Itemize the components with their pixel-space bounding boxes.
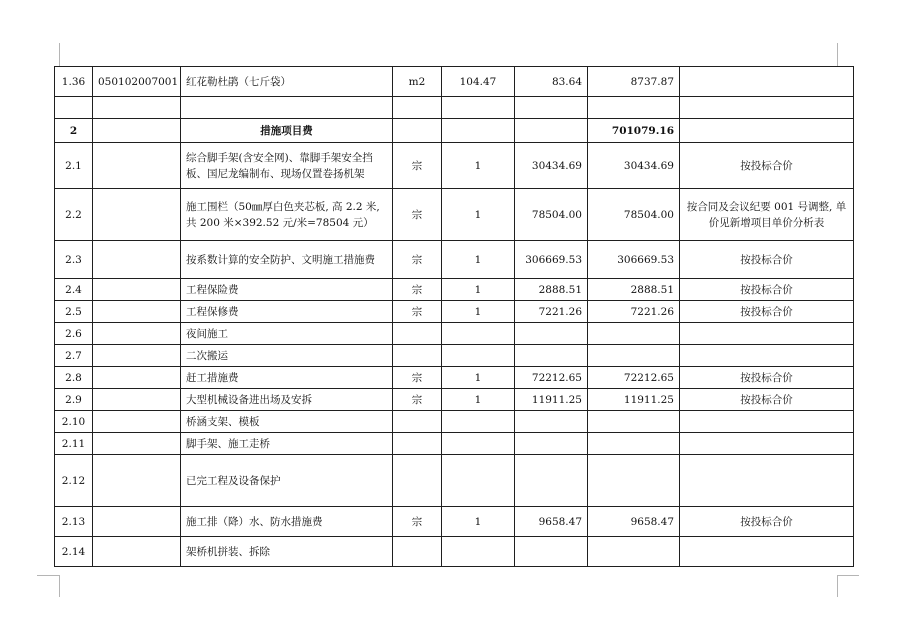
unit-price-cell (515, 345, 588, 367)
item-name-cell: 施工排（降）水、防水措施费 (181, 507, 393, 537)
item-code-cell (93, 97, 181, 119)
row-number-cell: 2.11 (55, 433, 93, 455)
unit-cell: 宗 (393, 241, 442, 279)
table-row (55, 323, 854, 345)
row-number-cell: 1.36 (55, 67, 93, 97)
unit-cell: 宗 (393, 189, 442, 241)
item-name-cell: 架桥机拼装、拆除 (181, 537, 393, 567)
total-amount-cell (588, 323, 680, 345)
row-number-cell: 2.10 (55, 411, 93, 433)
unit-cell (393, 345, 442, 367)
table-row (55, 455, 854, 507)
total-amount-cell: 7221.26 (588, 301, 680, 323)
total-amount-cell (588, 537, 680, 567)
item-code-cell (93, 389, 181, 411)
item-name-cell: 夜间施工 (181, 323, 393, 345)
total-amount-cell: 306669.53 (588, 241, 680, 279)
row-number-cell: 2.6 (55, 323, 93, 345)
item-code-cell (93, 189, 181, 241)
row-number-cell: 2.13 (55, 507, 93, 537)
unit-price-cell (515, 323, 588, 345)
item-code-cell (93, 119, 181, 143)
unit-cell (393, 455, 442, 507)
remark-cell (680, 97, 854, 119)
remark-cell: 按合同及会议纪要 001 号调整, 单价见新增项目单价分析表 (680, 189, 854, 241)
crop-mark-top-left-v (59, 43, 60, 66)
total-amount-cell (588, 97, 680, 119)
item-code-cell (93, 507, 181, 537)
row-number-cell: 2.7 (55, 345, 93, 367)
unit-price-cell: 9658.47 (515, 507, 588, 537)
quantity-cell: 104.47 (442, 67, 515, 97)
unit-cell: 宗 (393, 279, 442, 301)
remark-cell (680, 119, 854, 143)
quantity-cell: 1 (442, 143, 515, 189)
item-code-cell (93, 367, 181, 389)
unit-price-cell: 83.64 (515, 67, 588, 97)
unit-price-cell: 11911.25 (515, 389, 588, 411)
unit-cell (393, 97, 442, 119)
total-amount-cell: 11911.25 (588, 389, 680, 411)
item-name-cell: 桥涵支架、模板 (181, 411, 393, 433)
quantity-cell: 1 (442, 301, 515, 323)
item-code-cell (93, 241, 181, 279)
unit-price-cell: 7221.26 (515, 301, 588, 323)
table-row (55, 537, 854, 567)
item-name-cell (181, 97, 393, 119)
row-number-cell: 2.3 (55, 241, 93, 279)
cost-table (54, 66, 854, 567)
unit-price-cell: 30434.69 (515, 143, 588, 189)
item-name-cell: 已完工程及设备保护 (181, 455, 393, 507)
table-row (55, 389, 854, 411)
row-number-cell: 2.4 (55, 279, 93, 301)
item-name-cell: 措施项目费 (181, 119, 393, 143)
item-name-cell: 综合脚手架(含安全网)、靠脚手架安全挡板、国尼龙编制布、现场仅置卷扬机架 (181, 143, 393, 189)
crop-mark-bottom-left-h (37, 575, 59, 576)
table-row (55, 241, 854, 279)
remark-cell (680, 537, 854, 567)
quantity-cell (442, 97, 515, 119)
unit-price-cell (515, 97, 588, 119)
unit-price-cell (515, 411, 588, 433)
quantity-cell: 1 (442, 241, 515, 279)
unit-cell (393, 537, 442, 567)
item-code-cell (93, 301, 181, 323)
unit-price-cell: 72212.65 (515, 367, 588, 389)
total-amount-cell: 30434.69 (588, 143, 680, 189)
remark-cell: 按投标合价 (680, 279, 854, 301)
item-name-cell: 工程保险费 (181, 279, 393, 301)
table-row (55, 301, 854, 323)
unit-cell (393, 119, 442, 143)
table-row (55, 507, 854, 537)
remark-cell: 按投标合价 (680, 143, 854, 189)
item-name-cell: 大型机械设备进出场及安拆 (181, 389, 393, 411)
unit-cell: m2 (393, 67, 442, 97)
row-number-cell: 2.12 (55, 455, 93, 507)
row-number-cell: 2.8 (55, 367, 93, 389)
item-name-cell: 施工围栏（50㎜厚白色夹芯板, 高 2.2 米, 共 200 米×392.52 元/米=78504 元） (181, 189, 393, 241)
row-number-cell: 2.9 (55, 389, 93, 411)
total-amount-cell: 2888.51 (588, 279, 680, 301)
quantity-cell (442, 537, 515, 567)
quantity-cell: 1 (442, 507, 515, 537)
unit-cell: 宗 (393, 367, 442, 389)
unit-cell (393, 433, 442, 455)
unit-price-cell (515, 119, 588, 143)
crop-mark-bottom-right-v (837, 575, 838, 597)
remark-cell (680, 455, 854, 507)
quantity-cell (442, 455, 515, 507)
remark-cell (680, 67, 854, 97)
remark-cell (680, 433, 854, 455)
unit-cell: 宗 (393, 507, 442, 537)
item-code-cell: 050102007001 (93, 67, 181, 97)
remark-cell: 按投标合价 (680, 389, 854, 411)
table-row (55, 97, 854, 119)
row-number-cell: 2.5 (55, 301, 93, 323)
quantity-cell: 1 (442, 367, 515, 389)
item-name-cell: 二次搬运 (181, 345, 393, 367)
total-amount-cell (588, 345, 680, 367)
row-number-cell: 2.2 (55, 189, 93, 241)
item-name-cell: 赶工措施费 (181, 367, 393, 389)
unit-price-cell (515, 537, 588, 567)
item-code-cell (93, 279, 181, 301)
total-amount-cell (588, 455, 680, 507)
unit-price-cell: 78504.00 (515, 189, 588, 241)
crop-mark-bottom-left-v (59, 575, 60, 597)
item-name-cell: 脚手架、施工走桥 (181, 433, 393, 455)
unit-cell: 宗 (393, 143, 442, 189)
item-code-cell (93, 411, 181, 433)
total-amount-cell: 72212.65 (588, 367, 680, 389)
crop-mark-top-right-v (837, 43, 838, 66)
quantity-cell (442, 323, 515, 345)
table-row (55, 189, 854, 241)
item-code-cell (93, 433, 181, 455)
remark-cell (680, 411, 854, 433)
item-code-cell (93, 537, 181, 567)
unit-price-cell (515, 455, 588, 507)
remark-cell: 按投标合价 (680, 367, 854, 389)
crop-mark-bottom-right-h (837, 575, 859, 576)
unit-price-cell: 306669.53 (515, 241, 588, 279)
table-row (55, 433, 854, 455)
remark-cell (680, 345, 854, 367)
quantity-cell (442, 345, 515, 367)
unit-cell: 宗 (393, 389, 442, 411)
unit-cell (393, 323, 442, 345)
unit-cell (393, 411, 442, 433)
remark-cell (680, 323, 854, 345)
quantity-cell: 1 (442, 189, 515, 241)
total-amount-cell: 701079.16 (588, 119, 680, 143)
unit-cell: 宗 (393, 301, 442, 323)
unit-price-cell: 2888.51 (515, 279, 588, 301)
quantity-cell: 1 (442, 389, 515, 411)
total-amount-cell (588, 433, 680, 455)
quantity-cell: 1 (442, 279, 515, 301)
row-number-cell: 2.1 (55, 143, 93, 189)
item-name-cell: 工程保修费 (181, 301, 393, 323)
table-row (55, 411, 854, 433)
item-code-cell (93, 323, 181, 345)
quantity-cell (442, 433, 515, 455)
item-name-cell: 红花勒杜鹃（七斤袋） (181, 67, 393, 97)
table-row (55, 345, 854, 367)
table-row (55, 67, 854, 97)
quantity-cell (442, 119, 515, 143)
item-code-cell (93, 143, 181, 189)
total-amount-cell: 9658.47 (588, 507, 680, 537)
total-amount-cell (588, 411, 680, 433)
total-amount-cell: 8737.87 (588, 67, 680, 97)
row-number-cell: 2.14 (55, 537, 93, 567)
table-row (55, 143, 854, 189)
row-number-cell: 2 (55, 119, 93, 143)
unit-price-cell (515, 433, 588, 455)
table-row (55, 279, 854, 301)
remark-cell: 按投标合价 (680, 507, 854, 537)
item-code-cell (93, 345, 181, 367)
remark-cell: 按投标合价 (680, 241, 854, 279)
item-name-cell: 按系数计算的安全防护、文明施工措施费 (181, 241, 393, 279)
section-row (55, 119, 854, 143)
total-amount-cell: 78504.00 (588, 189, 680, 241)
remark-cell: 按投标合价 (680, 301, 854, 323)
item-code-cell (93, 455, 181, 507)
quantity-cell (442, 411, 515, 433)
row-number-cell (55, 97, 93, 119)
table-row (55, 367, 854, 389)
